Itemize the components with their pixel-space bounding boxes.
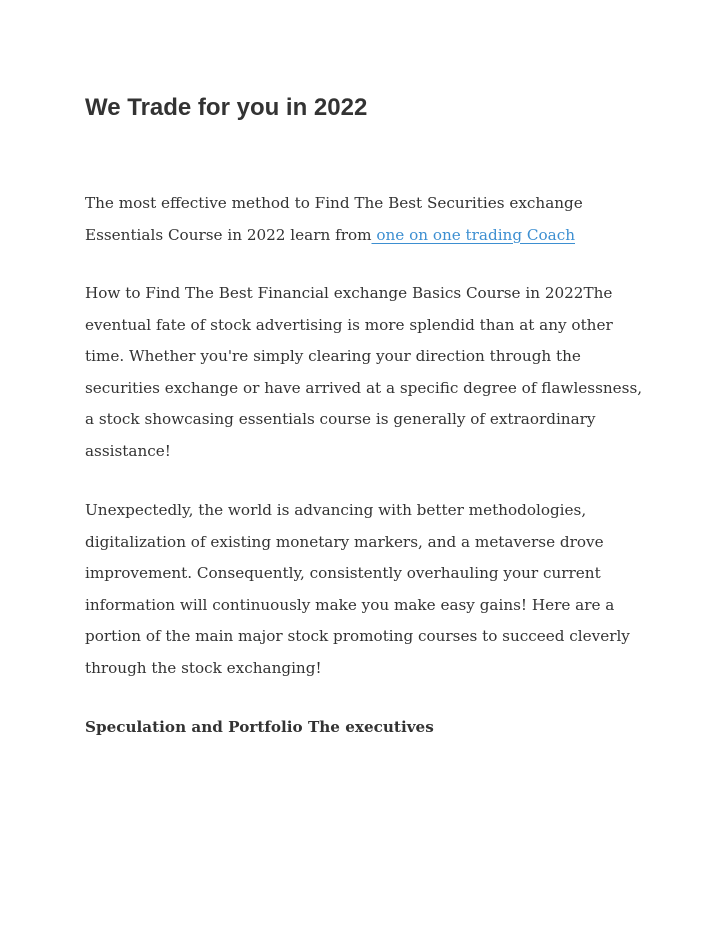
paragraph-line: securities exchange or have arrived at a specific degree of flawlessness, (85, 378, 643, 397)
intro-line-2 (85, 220, 583, 252)
intro-paragraph (85, 188, 583, 251)
paragraph-line: assistance! (85, 441, 171, 460)
paragraph-line: time. Whether you're simply clearing your direction through the (85, 347, 581, 366)
paragraph-line: Unexpectedly, the world is advancing with better methodologies, (85, 501, 587, 519)
course-paragraph (85, 278, 642, 468)
paragraph-line: portion of the main major stock promoting courses to succeed cleverly (85, 627, 630, 646)
intro-line-1: The most effective method to Find The Best Securities exchange (85, 194, 583, 212)
paragraph-line: eventual fate of stock advertising is more splendid than at any other (85, 315, 613, 334)
paragraph-line: digitalization of existing monetary markers, and a metaverse drove (85, 532, 604, 551)
page-title: We Trade for you in 2022 (85, 94, 368, 121)
paragraph-line: through the stock exchanging! (85, 658, 322, 677)
trading-coach-link[interactable]: one on one trading Coach (371, 225, 575, 244)
paragraph-line: information will continuously make you make easy gains! Here are a (85, 595, 615, 614)
paragraph-line: How to Find The Best Financial exchange Basics Course in 2022The (85, 284, 613, 302)
intro-line-2-text: Essentials Course in 2022 learn from (85, 225, 372, 244)
paragraph-line: a stock showcasing essentials course is generally of extraordinary (85, 410, 596, 429)
section-heading: Speculation and Portfolio The executives (85, 718, 434, 736)
paragraph-line: improvement. Consequently, consistently overhauling your current (85, 564, 601, 583)
advancing-paragraph (85, 495, 630, 685)
